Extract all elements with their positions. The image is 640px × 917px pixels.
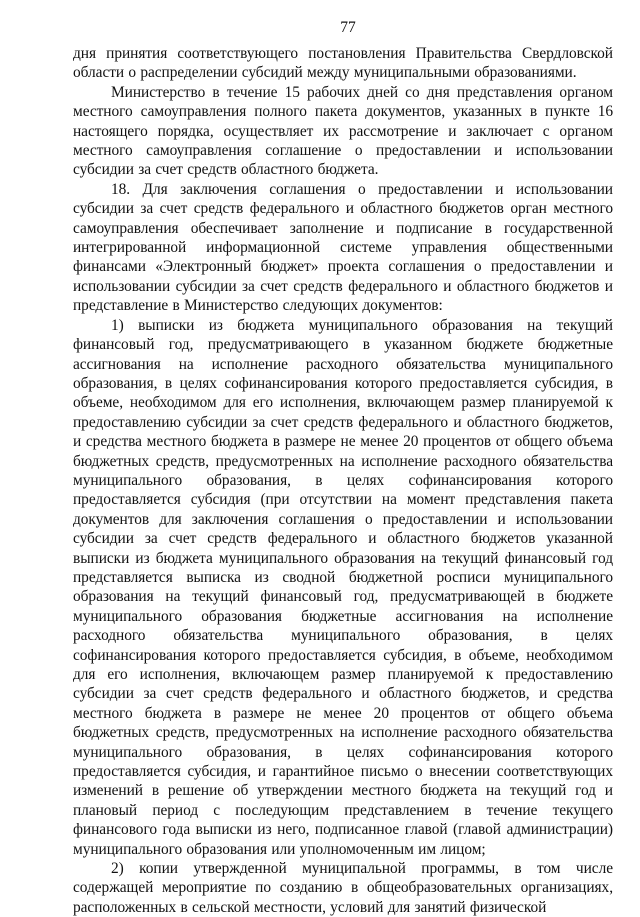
paragraph-subitem-1: 1) выписки из бюджета муниципального образования на текущий финансовый год, предусматривающего в указанном бюджете бюджетные ассигнования на исполнение расходного обязательства муниципального образования, в целях софинансирования которого предоставляется субсидия, в объеме, необходимом для его исполнения, включающем размер планируемой к предоставлению субсидии за счет средств федерального и областного бюджетов, и средства местного бюджета в размере не менее 20 процентов от общего объема бюджетных средств, предусмотренных на исполнение расходного обязательства муниципального образования, в целях софинансирования которого предоставляется субсидия (при отсутствии на момент представления пакета документов для заключения соглашения о предоставлении и использовании субсидии за счет средств федерального и областного бюджетов указанной выписки из бюджета муниципального образования на текущий финансовый год представляется выписка из сводной бюджетной росписи муниципального образования на текущий финансовый год, предусматривающей в бюджете муниципального образования бюджетные ассигнования на исполнение расходного обязательства муниципального образования, в целях софинансирования которого предоставляется субсидия, в объеме, необходимом для его исполнения, включающем размер планируемой к предоставлению субсидии за счет средств федерального и областного бюджетов, и средства местного бюджета в размере не менее 20 процентов от общего объема бюджетных средств, предусмотренных на исполнение расходного обязательства муниципального образования, в целях софинансирования которого предоставляется субсидия, и гарантийное письмо о внесении соответствующих изменений в решение об утверждении местного бюджета на текущий год и плановый период с последующим представлением в течение текущего финансового года выписки из него, подписанное главой (главой администрации) муниципального образования или уполномоченным им лицом; <box>73 316 613 858</box>
page-number: 77 <box>340 19 356 36</box>
paragraph-continuation: дня принятия соответствующего постановления Правительства Свердловской области о распределении субсидий между муниципальными образованиями. <box>73 45 613 82</box>
paragraph-item-18: 18. Для заключения соглашения о предоставлении и использовании субсидии за счет средств федерального и областного бюджетов орган местного самоуправления обеспечивает заполнение и подписание в государственной интегрированной информационной системе управления общественными финансами «Электронный бюджет» проекта соглашения о предоставлении и использовании субсидии за счет средств федерального и областного бюджетов и представление в Министерство следующих документов: <box>73 180 613 315</box>
paragraph-ministry-review: Министерство в течение 15 рабочих дней со дня представления органом местного самоуправления полного пакета документов, указанных в пункте 16 настоящего порядка, осуществляет их рассмотрение и заключает с органом местного самоуправления соглашение о предоставлении и использовании субсидии за счет средств областного бюджета. <box>73 83 613 179</box>
paragraph-subitem-2: 2) копии утвержденной муниципальной программы, в том числе содержащей мероприятие по созданию в общеобразовательных организациях, расположенных в сельской местности, условий для занятий физической <box>73 860 613 916</box>
